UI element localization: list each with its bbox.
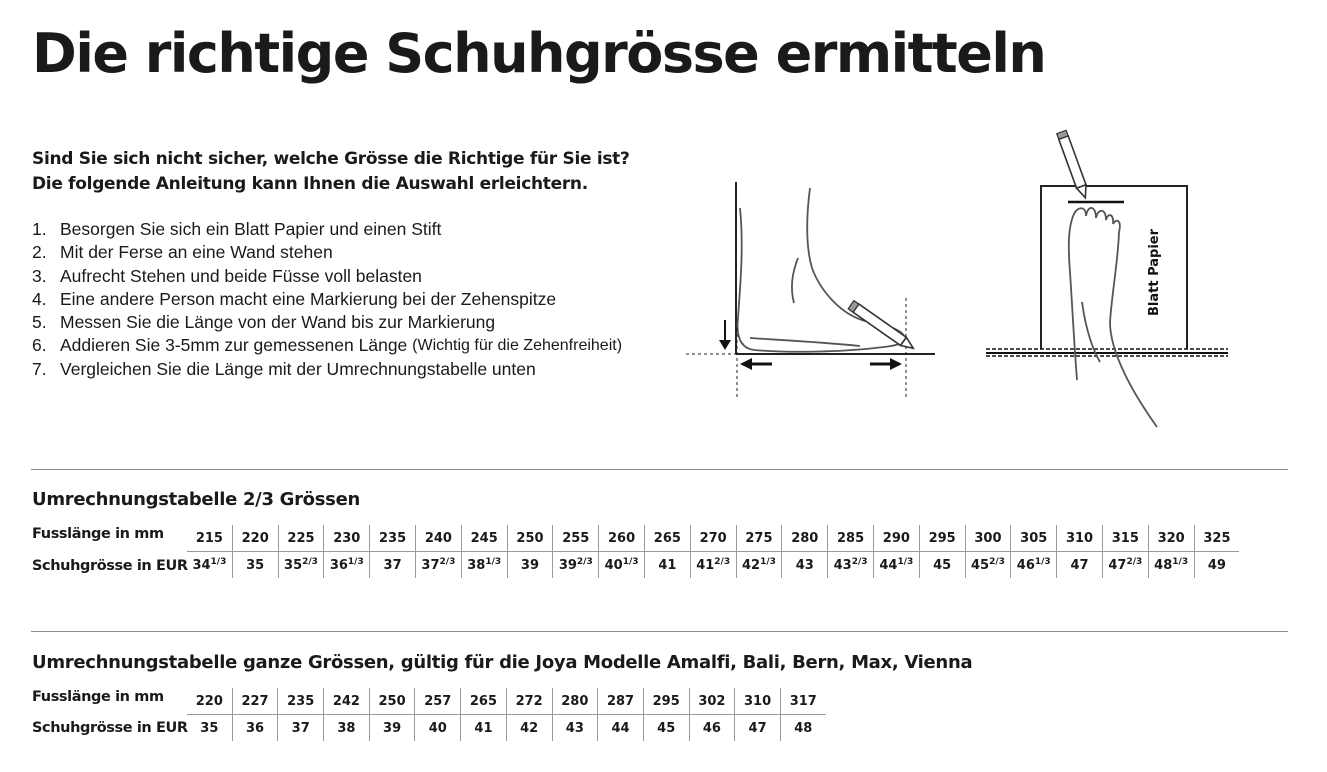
length-cell: 242	[324, 688, 370, 715]
intro-text	[32, 147, 630, 197]
size-fraction: 2/3	[851, 557, 868, 567]
size-base: 41	[658, 557, 677, 573]
size-base: 41	[696, 558, 715, 573]
size-base: 46	[1016, 558, 1035, 573]
size-cell: 43	[552, 715, 598, 742]
step-number: 2.	[32, 242, 47, 263]
length-cell: 255	[553, 525, 599, 552]
size-base: 48	[1154, 558, 1173, 573]
size-base: 42	[742, 558, 761, 573]
size-cell	[461, 552, 507, 579]
size-fraction: 1/3	[622, 557, 639, 567]
length-cell: 235	[278, 688, 324, 715]
length-cell: 240	[415, 525, 461, 552]
left-arrow-icon	[740, 358, 772, 370]
length-cell: 325	[1194, 525, 1239, 552]
length-cell: 320	[1148, 525, 1194, 552]
pencil-icon	[848, 301, 916, 353]
instruction-item	[32, 241, 622, 264]
step-number: 3.	[32, 265, 47, 286]
table-1-length-label: Fusslänge in mm	[32, 526, 164, 542]
size-cell: 39	[369, 715, 415, 742]
size-base: 34	[192, 558, 211, 573]
length-cell: 275	[736, 525, 782, 552]
size-base: 35	[284, 558, 303, 573]
size-cell: 35	[200, 720, 219, 736]
conversion-table-whole	[187, 688, 826, 741]
size-cell	[690, 552, 736, 579]
length-cell: 315	[1102, 525, 1148, 552]
step-number: 6.	[32, 335, 47, 356]
size-base: 36	[329, 558, 348, 573]
instruction-list	[32, 218, 622, 381]
size-cell	[187, 552, 232, 579]
length-cell: 302	[689, 688, 735, 715]
size-cell	[599, 552, 645, 579]
size-cell: 45	[643, 715, 689, 742]
step-text: Vergleichen Sie die Länge mit der Umrechnungstabelle unten	[60, 358, 536, 379]
size-cell: 36	[232, 715, 278, 742]
size-cell: 41	[461, 715, 507, 742]
shoe-size-row	[187, 552, 1239, 579]
length-cell: 265	[461, 688, 507, 715]
size-fraction: 2/3	[439, 557, 456, 567]
size-base: 37	[383, 557, 402, 573]
foot-length-row	[187, 688, 826, 715]
paper-sheet	[1041, 186, 1187, 354]
length-cell: 287	[598, 688, 644, 715]
step-number: 5.	[32, 312, 47, 333]
size-cell	[782, 552, 828, 579]
size-fraction: 1/3	[210, 557, 227, 567]
length-cell: 295	[643, 688, 689, 715]
length-cell: 305	[1011, 525, 1057, 552]
size-cell: 44	[598, 715, 644, 742]
size-base: 49	[1207, 557, 1226, 573]
instruction-item	[32, 311, 622, 334]
length-cell: 285	[828, 525, 874, 552]
step-note: (Wichtig für die Zehenfreiheit)	[412, 337, 623, 355]
length-cell: 280	[552, 688, 598, 715]
table-2-length-label: Fusslänge in mm	[32, 689, 164, 705]
foot-length-row	[187, 525, 1239, 552]
size-base: 38	[467, 558, 486, 573]
length-cell: 310	[1057, 525, 1103, 552]
length-cell: 300	[965, 525, 1011, 552]
length-cell: 215	[187, 525, 232, 552]
size-fraction: 1/3	[1172, 557, 1189, 567]
intro-line-1: Sind Sie sich nicht sicher, welche Grösse die Richtige für Sie ist?	[32, 149, 630, 169]
size-cell	[415, 552, 461, 579]
table-2-size-label: Schuhgrösse in EUR	[32, 720, 188, 736]
instruction-item	[32, 358, 622, 381]
size-base: 43	[795, 557, 814, 573]
instruction-item	[32, 218, 622, 241]
conversion-table-thirds	[187, 525, 1239, 578]
length-cell: 257	[415, 688, 461, 715]
step-text: Messen Sie die Länge von der Wand bis zur Markierung	[60, 312, 496, 333]
down-arrow-icon	[719, 320, 731, 350]
step-text: Aufrecht Stehen und beide Füsse voll belasten	[60, 265, 422, 286]
size-cell: 48	[780, 715, 825, 742]
size-fraction: 2/3	[302, 557, 318, 567]
size-fraction: 1/3	[897, 557, 914, 567]
size-base: 39	[520, 557, 540, 573]
step-number: 1.	[32, 219, 47, 239]
length-cell: 227	[232, 688, 278, 715]
size-fraction: 2/3	[576, 557, 593, 567]
size-cell: 42	[506, 715, 552, 742]
step-text: Mit der Ferse an eine Wand stehen	[60, 242, 333, 263]
section-divider	[31, 469, 1288, 470]
length-cell: 250	[507, 525, 553, 552]
floor-hatch	[986, 349, 1228, 356]
size-base: 45	[933, 557, 952, 573]
instruction-item	[32, 288, 622, 311]
right-arrow-icon	[870, 358, 902, 370]
size-cell	[1194, 552, 1239, 579]
step-number: 7.	[32, 358, 47, 379]
size-fraction: 2/3	[714, 557, 731, 567]
length-cell: 250	[369, 688, 415, 715]
size-cell	[324, 552, 370, 579]
size-cell	[370, 552, 416, 579]
page-title: Die richtige Schuhgrösse ermitteln	[32, 22, 1046, 85]
length-cell: 220	[232, 525, 278, 552]
size-cell	[278, 552, 324, 579]
size-cell: 40	[415, 715, 461, 742]
size-cell	[736, 552, 782, 579]
length-cell: 235	[370, 525, 416, 552]
size-base: 47	[1070, 557, 1089, 573]
step-number: 4.	[32, 288, 47, 309]
length-cell: 310	[735, 688, 781, 715]
length-cell: 245	[461, 525, 507, 552]
size-fraction: 1/3	[485, 557, 502, 567]
size-base: 43	[833, 558, 852, 573]
foot-top-view-illustration	[982, 122, 1232, 432]
size-cell	[232, 552, 278, 579]
size-cell	[873, 552, 919, 579]
step-text: Addieren Sie 3-5mm zur gemessenen Länge	[60, 335, 413, 356]
size-base: 40	[604, 558, 623, 573]
section-divider	[31, 631, 1288, 632]
size-base: 35	[246, 557, 265, 573]
size-cell	[1148, 552, 1194, 579]
length-cell: 280	[782, 525, 828, 552]
size-fraction: 2/3	[1126, 557, 1143, 567]
size-cell: 47	[735, 715, 781, 742]
size-cell	[1102, 552, 1148, 579]
size-base: 44	[879, 558, 898, 573]
table-2-title: Umrechnungstabelle ganze Grössen, gültig für die Joya Modelle Amalfi, Bali, Bern, Max, Vienna	[32, 652, 973, 673]
size-cell	[1057, 552, 1103, 579]
length-cell: 265	[644, 525, 690, 552]
size-cell	[553, 552, 599, 579]
size-base: 45	[970, 558, 990, 573]
length-cell: 230	[324, 525, 370, 552]
length-cell: 317	[780, 688, 825, 715]
size-base: 47	[1108, 558, 1127, 573]
size-cell: 46	[689, 715, 735, 742]
length-cell: 290	[873, 525, 919, 552]
size-cell	[965, 552, 1011, 579]
size-fraction: 2/3	[989, 557, 1005, 567]
size-cell	[507, 552, 553, 579]
shoe-size-row	[187, 715, 826, 742]
size-cell	[828, 552, 874, 579]
table-1-title: Umrechnungstabelle 2/3 Grössen	[32, 489, 360, 510]
size-fraction: 1/3	[347, 557, 364, 567]
table-1-size-label: Schuhgrösse in EUR	[32, 558, 188, 574]
size-cell	[919, 552, 965, 579]
size-cell: 38	[324, 715, 370, 742]
intro-line-2: Die folgende Anleitung kann Ihnen die Auswahl erleichtern.	[32, 174, 588, 194]
size-cell	[644, 552, 690, 579]
length-cell: 295	[919, 525, 965, 552]
instruction-item	[32, 334, 622, 357]
size-cell: 37	[278, 715, 324, 742]
paper-label: Blatt Papier	[1147, 228, 1162, 316]
step-text: Besorgen Sie sich ein Blatt Papier und einen Stift	[60, 219, 442, 239]
size-fraction: 1/3	[1034, 557, 1051, 567]
step-text: Eine andere Person macht eine Markierung bei der Zehenspitze	[60, 288, 557, 309]
size-cell	[1011, 552, 1057, 579]
length-cell: 225	[278, 525, 324, 552]
length-cell: 260	[599, 525, 645, 552]
length-cell: 272	[506, 688, 552, 715]
foot-side-view-illustration	[680, 178, 970, 403]
size-base: 37	[421, 558, 440, 573]
size-fraction: 1/3	[760, 557, 776, 567]
size-base: 39	[558, 558, 577, 573]
instruction-item	[32, 265, 622, 288]
length-cell: 270	[690, 525, 736, 552]
length-cell: 220	[187, 688, 232, 715]
